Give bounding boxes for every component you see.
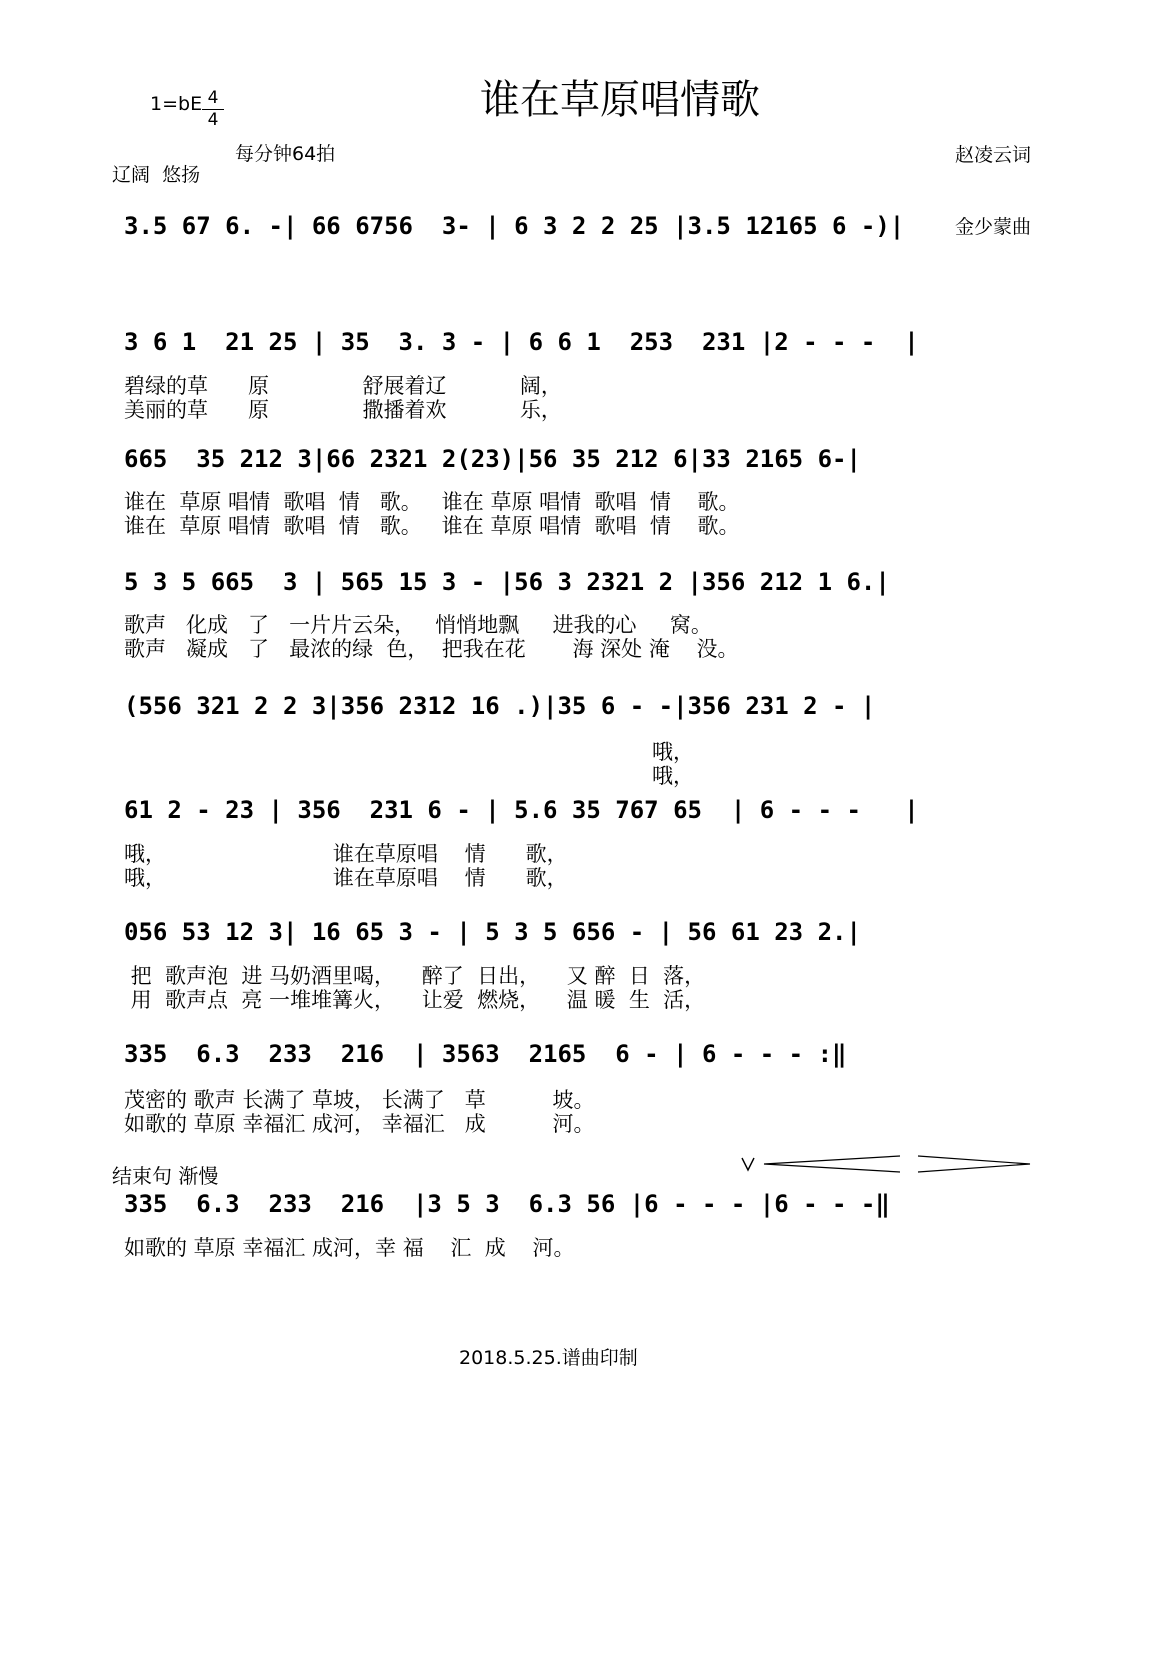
footer-date: 2018.5.25.谱曲印制 [459,1347,638,1369]
lyric-line-7-verse-1: 把 歌声泡 进 马奶酒里喝， 醉了 日出， 又 醉 日 落， [124,964,706,988]
lyric-line-5-verse-2: 哦， [652,764,694,788]
ending-label: 结束句 渐慢 [112,1164,219,1188]
lyric-line-2-verse-1: 碧绿的草 原 舒展着辽 阔， [124,374,562,398]
lyric-line-2-verse-2: 美丽的草 原 撒播着欢 乐， [124,398,562,422]
lyric-line-3-verse-2: 谁在 草原 唱情 歌唱 情 歌。 谁在 草原 唱情 歌唱 情 歌。 [124,514,740,538]
tempo-marking: 每分钟64拍 [235,143,336,165]
time-signature-bottom: 4 [202,109,224,131]
key-signature: 1=bE [150,93,203,115]
notation-line-1: 3.5 67 6. -| 66 6756 3- | 6 3 2 2 25 |3.5 12165 6 -)| [124,212,905,240]
lyric-line-8-verse-2: 如歌的 草原 幸福汇 成河， 幸福汇 成 河。 [124,1112,595,1136]
breath-mark [742,1158,754,1170]
lyricist-credit: 赵凌云词 [955,144,1032,166]
lyric-line-4-verse-1: 歌声 化成 了 一片片云朵， 悄悄地飘 进我的心 窝。 [124,613,712,637]
lyric-line-3-verse-1: 谁在 草原 唱情 歌唱 情 歌。 谁在 草原 唱情 歌唱 情 歌。 [124,490,740,514]
notation-line-6: 61 2 - 23 | 356 231 6 - | 5.6 35 767 65 | 6 - - - | [124,796,919,824]
notation-line-ending: 335 6.3 233 216 |3 5 3 6.3 56 |6 - - - |6 - - -‖ [124,1190,890,1218]
lyric-line-5-verse-1: 哦， [652,740,694,764]
lyric-line-4-verse-2: 歌声 凝成 了 最浓的绿 色， 把我在花 海 深处 淹 没。 [124,637,739,661]
lyric-line-6-verse-2: 哦， 谁在草原唱 情 歌， [124,866,568,890]
lyric-line-ending: 如歌的 草原 幸福汇 成河，幸 福 汇 成 河。 [124,1236,575,1260]
notation-line-7: 056 53 12 3| 16 65 3 - | 5 3 5 656 - | 56 61 23 2.| [124,918,861,946]
mood-marking: 辽阔 悠扬 [112,164,201,186]
lyric-line-7-verse-2: 用 歌声点 亮 一堆堆篝火， 让爱 燃烧， 温 暖 生 活， [124,988,706,1012]
time-signature [202,88,224,131]
composer-credit: 金少蒙曲 [955,216,1032,238]
credits [955,95,1031,263]
notation-line-5: (556 321 2 2 3|356 2312 16 .)|35 6 - -|356 231 2 - | [124,692,876,720]
lyric-line-8-verse-1: 茂密的 歌声 长满了 草坡， 长满了 草 坡。 [124,1088,595,1112]
notation-line-2: 3 6 1 21 25 | 35 3. 3 - | 6 6 1 253 231 |2 - - - | [124,328,919,356]
notation-line-8: 335 6.3 233 216 | 3563 2165 6 - | 6 - - - :‖ [124,1040,847,1068]
crescendo-hairpin [764,1156,900,1172]
lyric-line-6-verse-1: 哦， 谁在草原唱 情 歌， [124,842,568,866]
decrescendo-hairpin [918,1156,1030,1172]
notation-line-4: 5 3 5 665 3 | 565 15 3 - |56 3 2321 2 |356 212 1 6.| [124,568,890,596]
song-title: 谁在草原唱情歌 [480,77,760,123]
time-signature-top: 4 [207,88,219,108]
hairpin-dynamics [740,1150,1040,1184]
notation-line-3: 665 35 212 3|66 2321 2(23)|56 35 212 6|33 2165 6-| [124,445,861,473]
